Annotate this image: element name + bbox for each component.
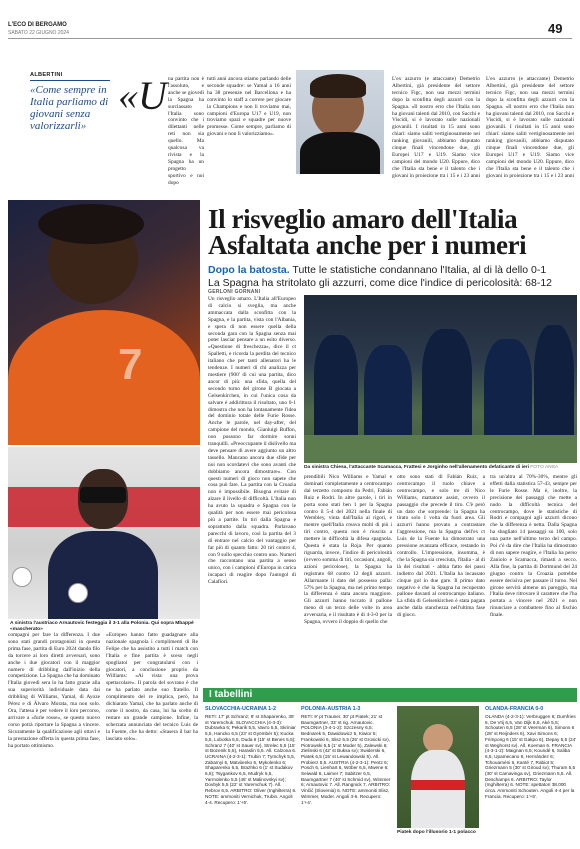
tabellino-title: OLANDA-FRANCIA 0-0 [485, 706, 544, 712]
tabellino-text: RETI: 17' pt Schranz; 9' st Shaparenko, 35' st Yaremchuk. SLOVACCHIA (4-3-3): Dubravka 6; Pekarik 5,5, Vavro 5,5, Skriniar 5,5, Hancko 6,5 (23' st Gyömbér 5); Kucka 5,5, Lobotka 6,5, Duda 6 (15' st Benes 5,5); Schranz 7 (40' st Sauer sv), Strelec 5,5 (15' st Bozenik 5,5), Haraslin 5,5. All. Calzona 6. UCRAINA (4-2-3-1): Trubin 7; Tymchyk 5,5, Zabarnyi 6, Matviienko 6, Mykolenko 6; Shaparenko 6,5, Brazhko 6 (1' st Sudakov 6,5); Tsygankov 6,5, Mudryk 6,5, Yarmolenko 5,5 (46' st Malinovskyi sv); Dovbyk 5,5 (22' st Yaremchuk 7). All. Rebrov 6,5. ARBITRO: Oliver (Inghilterra) 6. NOTE: ammoniti Vernichuk, Trubin. Angoli 4-4. Recupero: 1'+5'. [205, 714, 297, 805]
pull-quote: «Come sempre in Italia parliamo di giovani senza valorizzarli» [30, 84, 109, 132]
author-rule [30, 80, 110, 81]
page-number: 49 [548, 21, 563, 36]
tabellino-text: RETI: 9' pt Trauner, 30' pt Piatek; 21' st Baumgartner, 33' st rig. Arnautovic. POLONIA (3-4-1-2): Szczesny 6,5; Bednarek 5, Dawidowicz 5, Kiwior 5; Frankowski 6, Slisz 5,5 (25' st Grosicki sv), Piotrowski 5,5 (1' st Moder 5), Zalewski 6; Zielinski 6 (42' st Buksa sv); Swiderski 6, Piatek 6,5 (15' st Lewandowski 5). All. Probierz 5,5. AUSTRIA (4-2-3-1): Pentz 6; Posch 6, Lienhart 6, Wöber 6,5, Mwene 6; Seiwald 6, Laimer 7; Sabitzer 6,5, Baumgartner 7 (40' st Schmid sv), Wimmer 6; Arnautovic 7. All. Rangnick 7. ARBITRO: Vinčić (Slovenia) 6. NOTE: ammoniti Slisz, Wimmer, Moder. Angoli 3-6. Recupero: 1'+4'. [301, 714, 391, 805]
caption-main-text: Da sinistra Chiesa, l'attaccante Scamacca, Frattesi e Jorginho nell'allenamento defaticante di ieri [304, 465, 529, 470]
tabellini-header: I tabellini [203, 688, 577, 702]
author-name: ALBERTINI [30, 72, 63, 78]
caption-main [304, 465, 577, 471]
photo-training [304, 295, 577, 463]
tabellino-title: SLOVACCHIA-UCRAINA 1-2 [205, 706, 276, 712]
tabellino-slovacchia-ucraina [205, 706, 297, 848]
caption-main-credit: FOTO ANSA [530, 465, 559, 470]
photo-piatek [397, 706, 479, 828]
caption-left-text: A sinistra l'austriaco Arnautovic festeggia il 3-1 alla Polonia. Qui sopra Mbappé «mascherato» [10, 621, 194, 632]
article-albertini-part3: L'ex azzurro (e attaccante) Demetrio Albertini, già presidente del settore tecnico Figc, non usa mezzi termini dopo la sconfitta degli azzurri con la Spagna. «Il nostro erro che l'Italia non ha giovani talenti dal 2010, con Sacchi e Viscidi, si è lavorato sulle nazionali giovanili. I risultati in 15 anni sono chiari: siamo saliti vertiginosamente nei ranking giovanili, abbiamo disputato cinque finali vincendone due, gli Europei U17 e U19. Siamo vice campioni del mondo U20. Eppure, dico che l'Italia sta bene e il talento che i giovani in proiezione tra i 15 e i 23 anni [392, 76, 480, 179]
article-col2: prendibili Nico Williams e Yamal e dominati completamente a centrocampo dal terzetto composto da Pedri, Fabián Ruiz e Rodri. In altre parole, i tiri in porta sono stati ben 1 per la Spagna contro il 5-4 del 2021 nella finale di Wembley, vinta dall'Italia ai rigori, e mentre quell'Italia creava molti di più i tiri contro, questa non è riuscita a mettere in difficoltà la difesa spagnola. Questa è stata la Roja. Per quanto riguarda, invece, l'indice di pericolosità (ovvero somma di tiri, occasioni, angoli, azioni pericolose), la Spagna ha registrato 68 contro 12 degli azzurri. Allarmante il dato del possesso palla: 57% per la Spagna, ma nel primo tempo la differenza è stata ancora maggiore. Gli azzurri hanno toccato il pallone meno di un terzo delle volte in area avversaria, e il risultato è di 4-3-0 per la Spagna, ovvero il doppio di quello che [304, 474, 392, 626]
article-col4: tra un'altra al 70%-30%, mentre gli effetti dalla statistica 57-43, sempre per le Furie Rosse. Ma è, inoltre, la precisione dei passaggi che mette a nudo la difficoltà tecnica del centrocampo, dove le statistiche di Rodri e compagni agli azzurri dicono che la differenza è netta. Dalla Spagna ha sbagliato 14 passaggi su 100, solo una parte nell'ultimo terzo del campo. Poi c'è da dire che l'Italia ha dimostrato di non sapere reagire, e l'Italia ha perso Zaniolo e Scamacca, rimasti a secco. Alla fine, la partita di Dortmund del 24 giugno contro la Croazia potrebbe essere decisiva per passare il turno. Nel girone servirà almeno un pareggio, ma l'Italia deve ritrovare il carattere che l'ha portata a vincere nel 2021 e non rinunciare a combattere fino al fischio finale. [490, 474, 577, 619]
photo-mbappe [8, 447, 200, 619]
masthead-name: L'ECO DI BERGAMO [8, 22, 67, 28]
tabellino-text: OLANDA (4-2-3-1): Verbruggen 6; Dumfries 6, De Vrij 6,5, Van Dijk 6,5, Aké 5,5; Schouten 6,5 (28' st Veerman 6), Simons 6 (28' st Reijnders 6), Xavi Simons 6; Frimpong 6 (15' st Gakpo 6), Depay 5,5 (24' st Weghorst sv). All. Koeman 6. FRANCIA (4-3-1-2): Maignan 6,5; Koundé 6, Saliba 6,5, Upamecano 6, Hernández 6; Tchouaméni 6, Kanté 7, Rabiot 5; Griezmann 5 (30' st Giroud sv); Thuram 5,5 (30' st Camavinga sv), Griezmann 5,5. All. Deschamps 6. ARBITRO: Taylor (Inghilterra) 6. NOTE: spettatori 38.000 circa. Ammoniti Schouten. Angoli 4-4 per la Francia. Recupero: 1'+5'. [485, 714, 577, 799]
photo-dutch-player: 7 [8, 200, 200, 445]
deck [208, 264, 580, 277]
tabellino-olanda-francia [485, 706, 577, 848]
deck-kicker: Dopo la batosta. [208, 264, 290, 276]
article-albertini-part4: L'ex azzurro (e attaccante) Demetrio Albertini, già presidente del settore tecnico Figc, non usa mezzi termini dopo la sconfitta degli azzurri con la Spagna. «Il nostro erro che l'Italia non ha giovani talenti dal 2010, con Sacchi e Viscidi, si è lavorato sulle nazionali giovanili. I risultati in 15 anni sono chiari: siamo saliti vertiginosamente nei ranking giovanili, abbiamo disputato cinque finali vincendone due, gli Europei U17 e U19. Siamo vice campioni del mondo U20. Eppure, dico che l'Italia sta bene e il talento che i giovani in proiezione tra i 15 e i 23 anni [486, 76, 574, 179]
article-albertini-part1: na partita non è l'assoluto, e anche se giovedì la Spagna ha surclassato l'Italia sono convinto che i dilettanti nelle reti non sia quello. Ma qualcosa va rivista e la Spagna ha un progetto sportivo e noi dopo [168, 76, 204, 186]
article-spain-part1: compagni per fare la differenza. I due sono stati grandi protagonisti in questa prima fase, partita di Euro 2024 dando filo da torcere ai loro diretti avversari, sono anche i due giocatori con il maggior numero di dribbling dall'inizio della competizione. La Spagna che ha dominato l'Italia giovedì sera lo ha fatto grazie alla sua superiorità individuale data dai dribbling di Williams, Yamal, di Ayoze Pérez e di Álvaro Morata, ma non solo. Ora, l'attesa è per vedere il loro percorso, arrivare a «furie rosse», se questo nuovo corso potrà riportare la Spagna a vincere. Sicuramente la qualificazione agli ottavi e la prestazione offerta in questa prima fase, ha portato ottimismo. [8, 632, 100, 749]
portrait-albertini [296, 70, 384, 174]
article-col1: Un risveglio amaro. L'Italia all'Europeo di calcio si sveglia, ma anche ammaccata dalla sconfitta con la Spagna, e la partita, vista con l'Albania, e spera di non essere quella della seconda gara con la Spagna senza mai poter lasciar pensare a un esito diverso. «Questione di freschezza», dice il ct Spalletti, e ricorda la perdita del tecnico italiano che per tanti allenatori ha le tendenze. I numeri di chi analizza per mestiere (900' di cui una partita, dico ancor di più: una sfida, quella del secondo turno del girone B giocata a Gelsenkirchen, in cui l'unica cosa da salvare è addirittura il risultato, uno 0-1 dimostra che non ha lontanamente l'idea del dominio totale delle Furie Rosse. Anche le parole, nel day-after, del campione del mondo, Gianluigi Buffon, non possono far dormire sonni tranquilli. «Preoccupante il dislivello ma deve pensare di avere aggiunto un altro tassello. Mancano ancora due sfide per noi non scordatevi che sono avanti che dobbiamo ancora dimostrare». Con questi numeri di gioco non sapete che cosa può fare. La partita con la Croazia non è impossibile. Bisogna evitare di alzare il livello di difficoltà. L'Italia non ha avuto la squadra e Spagna con le qualità per non essere mai pericolosa più a partite. In tiri dalla Spagna e soprattutto dalla squadra. Parlavano parecchi di lavoro, così la partita del 3 di entrare nel calcio del vantaggio per far più di quanto fatto: 20 tiri contro 4, con 9 sullo specchio contro uno. Numeri che raccontano una partita a senso unico, con i campioni d'Europa in carica incapaci di reagire dopo l'autogol di Calafiori. [208, 296, 296, 586]
article-col3: otto sono stati di Fabián Ruiz, a centrocampo il ruolo chiave a centrocampo, e solo tre di Nico Williams, mattatore assist, ovvero il passaggio che precede il tiro. C'è però un dato che sorprende: la Spagna ha tirato solo 1 volta da fuori area. Gli azzurri hanno provato a contrastare l'aggressione, ma la Spagna dell'ex ct Luis de la Fuente ha dimostrato una pressione avanzata efficace, restando in controllo. L'impressione, insomma, è che la Spagna sia cresciuta, l'Italia - al di là dei risultati - abbia fatto dei passi indietro dal 2021. L'Italia ha incassato cinque gol in due gare. Il primo dato negativo è che la Spagna ha recuperato pallone davanti al centrocampo italiano. La sfida di Gelsenkirchen è stata pagata anche dalla stanchezza nell'ultima fase di gioco. [397, 474, 485, 619]
masthead-rule [8, 38, 572, 39]
tabellino-title: POLONIA-AUSTRIA 1-3 [301, 706, 361, 712]
tabellino-polonia-austria [301, 706, 393, 848]
masthead-date: SABATO 22 GIUGNO 2024 [8, 30, 69, 36]
drop-cap: «U [118, 73, 167, 118]
article-spain-part2: «Europeo hanno fatto guadagnare alla nazionale spagnola i complimenti di Re Felipe che ha assistito a tutti i match con l'Italia e fine partita è sceso negli spogliatoi per congratularsi con i giocatori, a conclusione proprio da Williams: «Ai vista una prova spettacolare». Il parola del sovrano è che ne ha parlato anche suo fratello. Il complimento del re implica, però, ha dichiarato Yamal, che ha parlato anche di come il nostro, da casa, lui ha scelto di restare un grande campione. Infine, la scherzata annunciata del tecnico Luis de la Fuente, che ha detto: «Stasera il bar ha lasciato solo». [106, 632, 198, 742]
deck-text: Tutte le statistiche condannano l'Italia, al di là dello 0-1 [289, 264, 547, 276]
caption-piatek: Piatek dopo l'illusorio 1-1 polacco [397, 830, 476, 835]
headline-line1: Il risveglio amaro dell'Italia [208, 204, 518, 234]
deck-line2: La Spagna ha stritolato gli azzurri, come dice l'indice di pericolosità: 68-12 [208, 277, 553, 289]
headline-line2: Asfaltata anche per i numeri [208, 230, 527, 260]
byline: GERLONI GORNANI [208, 289, 261, 295]
article-albertini-part2: tutti anni ancora stiamo parlando delle seconde squadre: se Yamal a 16 anni ha 38 presenze nel Barcellona e ha convinto lo staff a correre per giocare la Champions e non li troviamo mai, campioni d'Europa U17 e U19, non troviamo spazi e squadre per nuove promesse. Come sempre, parliamo di giovani e non li valorizziamo». [207, 76, 291, 138]
